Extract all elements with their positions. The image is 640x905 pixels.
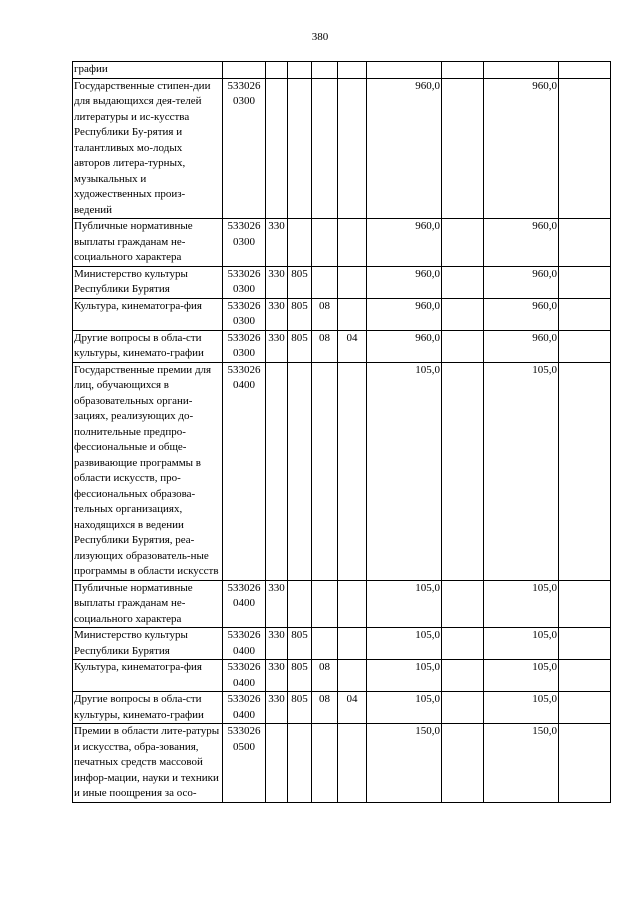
amount-total-cell: 960,0 <box>367 330 442 362</box>
amount-regional-cell: 105,0 <box>484 692 559 724</box>
target-article-cell: 533026 0400 <box>223 692 266 724</box>
section-cell <box>312 219 338 267</box>
ministry-code-cell <box>288 362 312 580</box>
amount-other-cell <box>559 62 611 79</box>
amount-total-cell: 105,0 <box>367 660 442 692</box>
amount-federal-cell <box>442 628 484 660</box>
ministry-code-cell: 805 <box>288 298 312 330</box>
section-cell <box>312 724 338 803</box>
table-row <box>73 78 611 219</box>
expense-type-cell <box>266 62 288 79</box>
ministry-code-cell <box>288 219 312 267</box>
section-cell <box>312 580 338 628</box>
expense-type-cell: 330 <box>266 580 288 628</box>
amount-total-cell: 105,0 <box>367 362 442 580</box>
amount-other-cell <box>559 78 611 219</box>
section-cell: 08 <box>312 692 338 724</box>
subsection-cell: 04 <box>338 330 367 362</box>
amount-total-cell <box>367 62 442 79</box>
row-name-cell: Другие вопросы в обла-сти культуры, кинемато-графии <box>73 330 223 362</box>
table-row <box>73 628 611 660</box>
amount-other-cell <box>559 298 611 330</box>
page-number: 380 <box>311 31 329 43</box>
table-row <box>73 692 611 724</box>
table-row <box>73 219 611 267</box>
row-name-cell: Культура, кинематогра-фия <box>73 660 223 692</box>
subsection-cell <box>338 62 367 79</box>
table-row <box>73 580 611 628</box>
target-article-cell: 533026 0300 <box>223 266 266 298</box>
amount-federal-cell <box>442 219 484 267</box>
subsection-cell <box>338 628 367 660</box>
section-cell <box>312 266 338 298</box>
subsection-cell <box>338 724 367 803</box>
target-article-cell: 533026 0400 <box>223 580 266 628</box>
target-article-cell: 533026 0400 <box>223 628 266 660</box>
amount-regional-cell: 105,0 <box>484 580 559 628</box>
amount-regional-cell: 960,0 <box>484 78 559 219</box>
amount-other-cell <box>559 724 611 803</box>
amount-federal-cell <box>442 692 484 724</box>
subsection-cell <box>338 660 367 692</box>
amount-regional-cell: 105,0 <box>484 362 559 580</box>
expense-type-cell: 330 <box>266 330 288 362</box>
amount-total-cell: 960,0 <box>367 298 442 330</box>
ministry-code-cell <box>288 580 312 628</box>
amount-other-cell <box>559 219 611 267</box>
amount-regional-cell: 960,0 <box>484 219 559 267</box>
amount-other-cell <box>559 692 611 724</box>
amount-total-cell: 960,0 <box>367 266 442 298</box>
amount-regional-cell <box>484 62 559 79</box>
row-name-cell: Государственные стипен-дии для выдающихся дея-телей литературы и ис-кусства Республики Бу-рятия и талантливых мо-лодых авторов литера-турных, музыкальных и художественных произ-ведений <box>73 78 223 219</box>
amount-federal-cell <box>442 62 484 79</box>
amount-other-cell <box>559 628 611 660</box>
subsection-cell <box>338 266 367 298</box>
row-name-cell: Государственные премии для лиц, обучающихся в образовательных органи-зациях, реализующих до-полнительные предпро-фессиональные и обще-развивающие программы в области искусств, про-фессиональных образова-тельных организациях, находящихся в ведении Республики Бурятия, реа-лизующих образователь-ные программы в области искусств <box>73 362 223 580</box>
expense-type-cell <box>266 362 288 580</box>
section-cell <box>312 362 338 580</box>
table-row <box>73 362 611 580</box>
ministry-code-cell: 805 <box>288 330 312 362</box>
subsection-cell <box>338 362 367 580</box>
expense-type-cell: 330 <box>266 266 288 298</box>
section-cell <box>312 62 338 79</box>
amount-federal-cell <box>442 724 484 803</box>
section-cell <box>312 78 338 219</box>
subsection-cell <box>338 580 367 628</box>
target-article-cell: 533026 0400 <box>223 362 266 580</box>
target-article-cell: 533026 0300 <box>223 78 266 219</box>
amount-total-cell: 105,0 <box>367 628 442 660</box>
expense-type-cell: 330 <box>266 692 288 724</box>
target-article-cell: 533026 0400 <box>223 660 266 692</box>
amount-federal-cell <box>442 266 484 298</box>
row-name-cell: Культура, кинематогра-фия <box>73 298 223 330</box>
amount-federal-cell <box>442 330 484 362</box>
amount-other-cell <box>559 660 611 692</box>
subsection-cell <box>338 78 367 219</box>
row-name-cell: Публичные нормативные выплаты гражданам не-социального характера <box>73 580 223 628</box>
subsection-cell <box>338 298 367 330</box>
ministry-code-cell <box>288 78 312 219</box>
amount-total-cell: 960,0 <box>367 78 442 219</box>
row-name-cell: Публичные нормативные выплаты гражданам не-социального характера <box>73 219 223 267</box>
amount-total-cell: 105,0 <box>367 692 442 724</box>
subsection-cell: 04 <box>338 692 367 724</box>
budget-table <box>72 61 611 803</box>
target-article-cell: 533026 0500 <box>223 724 266 803</box>
section-cell: 08 <box>312 660 338 692</box>
row-name-cell: Другие вопросы в обла-сти культуры, кинемато-графии <box>73 692 223 724</box>
ministry-code-cell <box>288 62 312 79</box>
amount-other-cell <box>559 362 611 580</box>
ministry-code-cell <box>288 724 312 803</box>
amount-regional-cell: 960,0 <box>484 330 559 362</box>
target-article-cell: 533026 0300 <box>223 330 266 362</box>
amount-federal-cell <box>442 298 484 330</box>
table-body <box>73 62 611 803</box>
target-article-cell: 533026 0300 <box>223 219 266 267</box>
amount-total-cell: 960,0 <box>367 219 442 267</box>
target-article-cell <box>223 62 266 79</box>
table-row <box>73 660 611 692</box>
expense-type-cell: 330 <box>266 298 288 330</box>
table-row <box>73 724 611 803</box>
expense-type-cell: 330 <box>266 219 288 267</box>
amount-other-cell <box>559 330 611 362</box>
ministry-code-cell: 805 <box>288 660 312 692</box>
ministry-code-cell: 805 <box>288 692 312 724</box>
row-name-cell: Премии в области лите-ратуры и искусства, обра-зования, печатных средств массовой инфор-мации, науки и техники и иные поощрения за осо- <box>73 724 223 803</box>
expense-type-cell: 330 <box>266 660 288 692</box>
table-row <box>73 266 611 298</box>
amount-federal-cell <box>442 580 484 628</box>
table-row <box>73 298 611 330</box>
amount-regional-cell: 105,0 <box>484 660 559 692</box>
ministry-code-cell: 805 <box>288 628 312 660</box>
amount-regional-cell: 150,0 <box>484 724 559 803</box>
amount-other-cell <box>559 266 611 298</box>
ministry-code-cell: 805 <box>288 266 312 298</box>
amount-other-cell <box>559 580 611 628</box>
table-row <box>73 330 611 362</box>
section-cell: 08 <box>312 330 338 362</box>
amount-federal-cell <box>442 78 484 219</box>
expense-type-cell: 330 <box>266 628 288 660</box>
amount-federal-cell <box>442 362 484 580</box>
amount-total-cell: 105,0 <box>367 580 442 628</box>
amount-federal-cell <box>442 660 484 692</box>
amount-regional-cell: 960,0 <box>484 266 559 298</box>
expense-type-cell <box>266 78 288 219</box>
expense-type-cell <box>266 724 288 803</box>
section-cell <box>312 628 338 660</box>
row-name-cell: Министерство культуры Республики Бурятия <box>73 266 223 298</box>
row-name-cell: Министерство культуры Республики Бурятия <box>73 628 223 660</box>
row-name-cell: графии <box>73 62 223 79</box>
subsection-cell <box>338 219 367 267</box>
target-article-cell: 533026 0300 <box>223 298 266 330</box>
section-cell: 08 <box>312 298 338 330</box>
amount-regional-cell: 105,0 <box>484 628 559 660</box>
amount-regional-cell: 960,0 <box>484 298 559 330</box>
table-row <box>73 62 611 79</box>
amount-total-cell: 150,0 <box>367 724 442 803</box>
